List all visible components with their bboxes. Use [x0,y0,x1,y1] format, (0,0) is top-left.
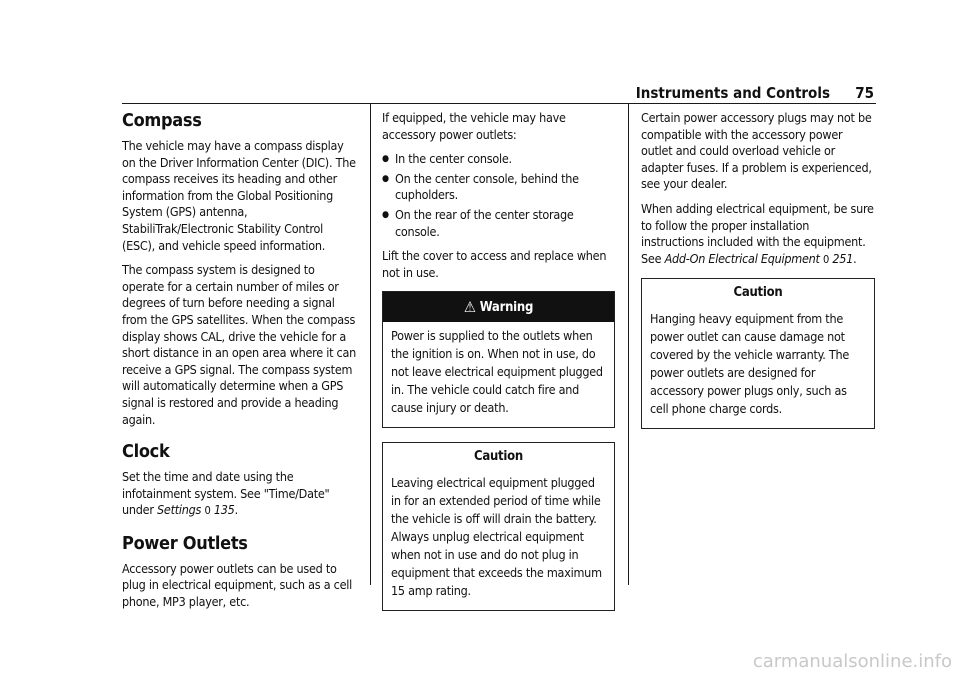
warning-text: Power is supplied to the outlets when the ignition is on. When not in use, do not leave electrical equipment plugged in. The vehicle could catch fire and cause injury or death. [391,328,603,416]
lift-cover-text: Lift the cover to access and replace when not in use. [382,248,607,280]
clock-text: Set the time and date using the infotainment system. See "Time/Date" under [122,469,330,518]
compass-heading: Compass [122,110,202,131]
add-on-equipment-link[interactable] [664,250,857,266]
list-item: ● On the rear of the center storage console. [382,207,615,240]
clock-heading: Clock [122,441,170,463]
compass-paragraph-2: The compass system is designed to operate for a certain number of miles or degrees of turn before needing a signal from the GPS satellites. When the compass display shows CAL, drive the vehicle for a short distance in an open area where it can receive a GPS signal. The compass system will automatically determine when a GPS signal is restored and provide a heading again. [122,262,357,427]
power-outlets-heading: Power Outlets [122,532,248,554]
clock-end: . [234,502,238,518]
warning-triangle-icon: ⚠ [463,298,476,317]
page-header [122,84,876,101]
column-divider-2 [628,104,629,585]
watermark-text: carmanualsonline.info [752,651,952,672]
warning-header [383,292,614,322]
caution-text: Leaving electrical equipment plugged in for an extended period of time while the vehicle is off will drain the battery. Always unplug electrical equipment when not in use and do not plug in equipment that exceeds the maximum 15 amp rating. [391,474,602,598]
caution-box-2 [641,278,875,429]
compatibility-paragraph: Certain power accessory plugs may not be compatible with the accessory power outlet and could overload vehicle or adapter fuses. If a problem is experienced, see your dealer. [641,110,872,192]
caution-title-2: Caution [733,285,783,301]
column-1 [122,111,358,619]
adding-equipment-paragraph [641,201,875,268]
header-divider [122,103,876,104]
outlets-intro: If equipped, the vehicle may have accessory power outlets: [382,110,566,142]
column-2 [382,110,615,625]
power-outlets-paragraph: Accessory power outlets can be used to plug in electrical equipment, such as a cell phone, MP3 player, etc. [122,560,353,610]
page-reference-arrow-icon: 0 [823,252,830,266]
adding-equipment-end: . [853,250,857,266]
settings-link[interactable] [157,502,235,517]
clock-paragraph [122,469,358,520]
warning-box [382,291,615,428]
caution-box [382,442,615,611]
section-title: Instruments and Controls [635,84,830,102]
column-divider-1 [370,104,371,585]
page-number: 75 [855,84,874,102]
add-on-equipment-link-page: 251 [832,250,854,266]
compass-paragraph-1: The vehicle may have a compass display on the Driver Information Center (DIC). The compass receives its heading and other information from the Global Positioning System (GPS) antenna, StabiliTrak/Electronic Stability Control (ESC), and vehicle speed information. [122,138,356,253]
list-item: ● In the center console. [382,151,615,168]
caution-title: Caution [473,449,523,465]
adding-equipment-text: When adding electrical equipment, be sure to follow the proper installation instructions included with the equipment. See [641,200,874,266]
settings-link-label: Settings [157,502,202,518]
warning-title: Warning [479,300,534,316]
column-3 [641,110,875,443]
list-item: ● On the center console, behind the cupholders. [382,171,615,204]
page-reference-arrow-icon: 0 [204,504,211,518]
caution-text-2: Hanging heavy equipment from the power outlet can cause damage not covered by the vehicle warranty. The power outlets are designed for accessory power plugs only, such as cell phone charge cords. [650,310,850,416]
settings-link-page: 135 [213,502,235,518]
add-on-equipment-link-label: Add-On Electrical Equipment [664,250,820,266]
outlet-locations-list [382,151,615,240]
